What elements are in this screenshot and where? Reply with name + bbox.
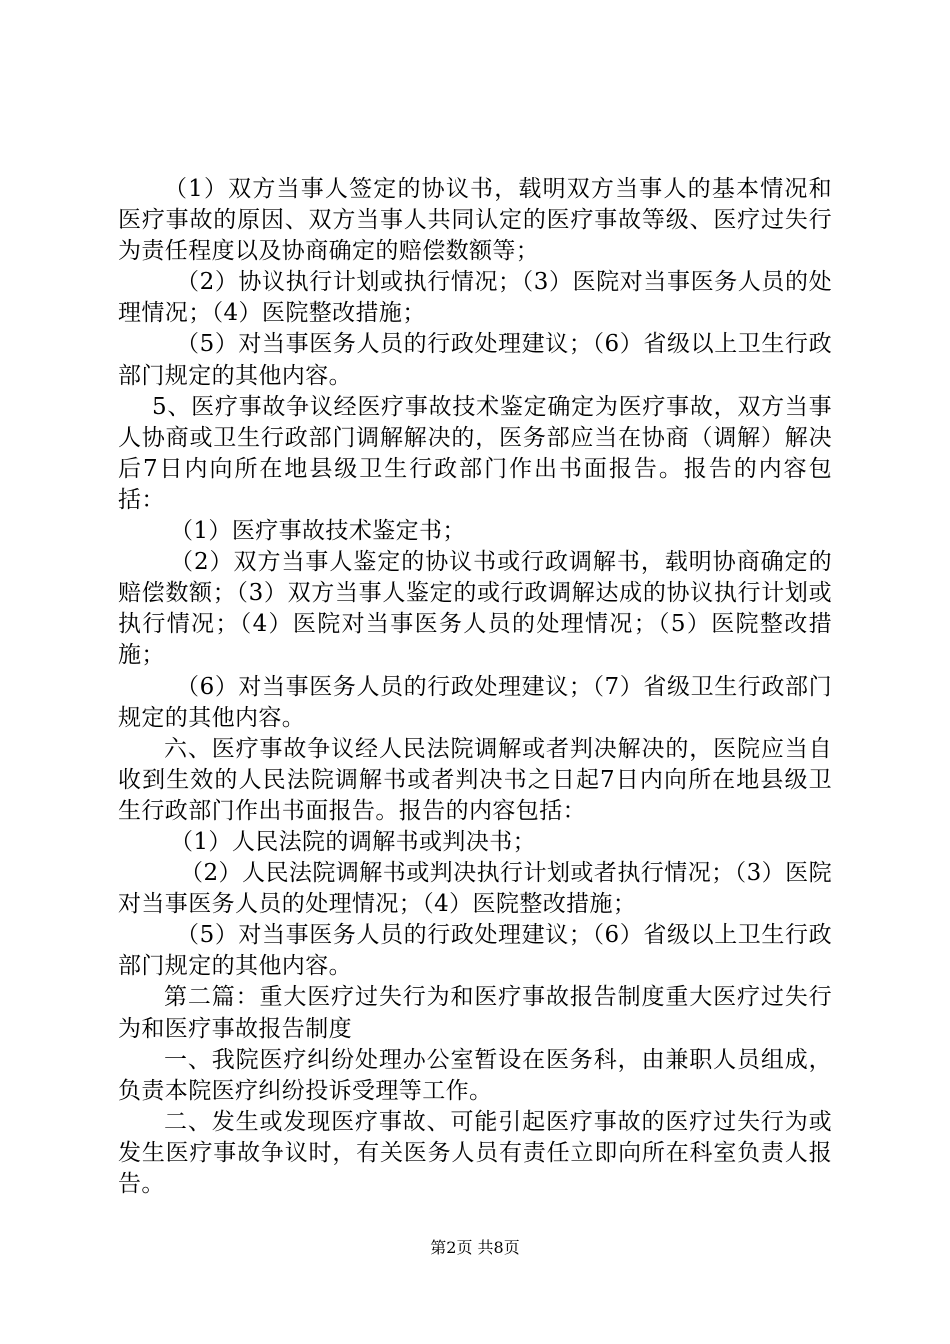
paragraph-appraisal-report: （1）医疗事故技术鉴定书； — [170, 518, 466, 545]
paragraph-admin-suggestion-2: （6）对当事医务人员的行政处理建议；（7）省级卫生行政部门规定的其他内容。 — [118, 673, 832, 731]
paragraph-chapter-two-title: 第二篇：重大医疗过失行为和医疗事故报告制度重大医疗过失行为和医疗事故报告制度 — [118, 984, 832, 1042]
paragraph-admin-suggestion-3: （5）对当事医务人员的行政处理建议；（6）省级以上卫生行政部门规定的其他内容。 — [118, 922, 832, 980]
page-number-label: 第2页 共8页 — [430, 1238, 520, 1257]
paragraph-reporting-duty: 二、发生或发现医疗事故、可能引起医疗事故的医疗过失行为或发生医疗事故争议时，有关医务人员有责任立即向所在科室负责人报告。 — [118, 1108, 832, 1197]
page-footer — [0, 1238, 950, 1258]
paragraph-section-6: 六、医疗事故争议经人民法院调解或者判决解决的，医院应当自收到生效的人民法院调解书或者判决书之日起7日内向所在地县级卫生行政部门作出书面报告。报告的内容包括： — [118, 735, 832, 824]
paragraph-court-execution: （2）人民法院调解书或判决执行计划或者执行情况；（3）医院对当事医务人员的处理情况；（4）医院整改措施； — [118, 860, 832, 918]
paragraph-mediation-agreement: （2）双方当事人鉴定的协议书或行政调解书，载明协商确定的赔偿数额；（3）双方当事人鉴定的或行政调解达成的协议执行计划或执行情况；（4）医院对当事医务人员的处理情况；（5）医院整改措施； — [118, 549, 832, 669]
paragraph-agreement-details: （1）双方当事人签定的协议书，载明双方当事人的基本情况和医疗事故的原因、双方当事人共同认定的医疗事故等级、医疗过失行为责任程度以及协商确定的赔偿数额等； — [118, 176, 832, 265]
paragraph-execution-plan: （2）协议执行计划或执行情况；（3）医院对当事医务人员的处理情况；（4）医院整改措施； — [118, 269, 832, 327]
paragraph-court-documents: （1）人民法院的调解书或判决书； — [170, 828, 537, 855]
paragraph-admin-suggestion: （5）对当事医务人员的行政处理建议；（6）省级以上卫生行政部门规定的其他内容。 — [118, 331, 832, 389]
paragraph-section-5: 5、医疗事故争议经医疗事故技术鉴定确定为医疗事故，双方当事人协商或卫生行政部门调解解决的，医务部应当在协商（调解）解决后7日内向所在地县级卫生行政部门作出书面报告。报告的内容包括： — [118, 393, 832, 513]
document-body — [118, 174, 832, 1200]
paragraph-dispute-office: 一、我院医疗纠纷处理办公室暂设在医务科，由兼职人员组成，负责本院医疗纠纷投诉受理等工作。 — [118, 1046, 832, 1104]
